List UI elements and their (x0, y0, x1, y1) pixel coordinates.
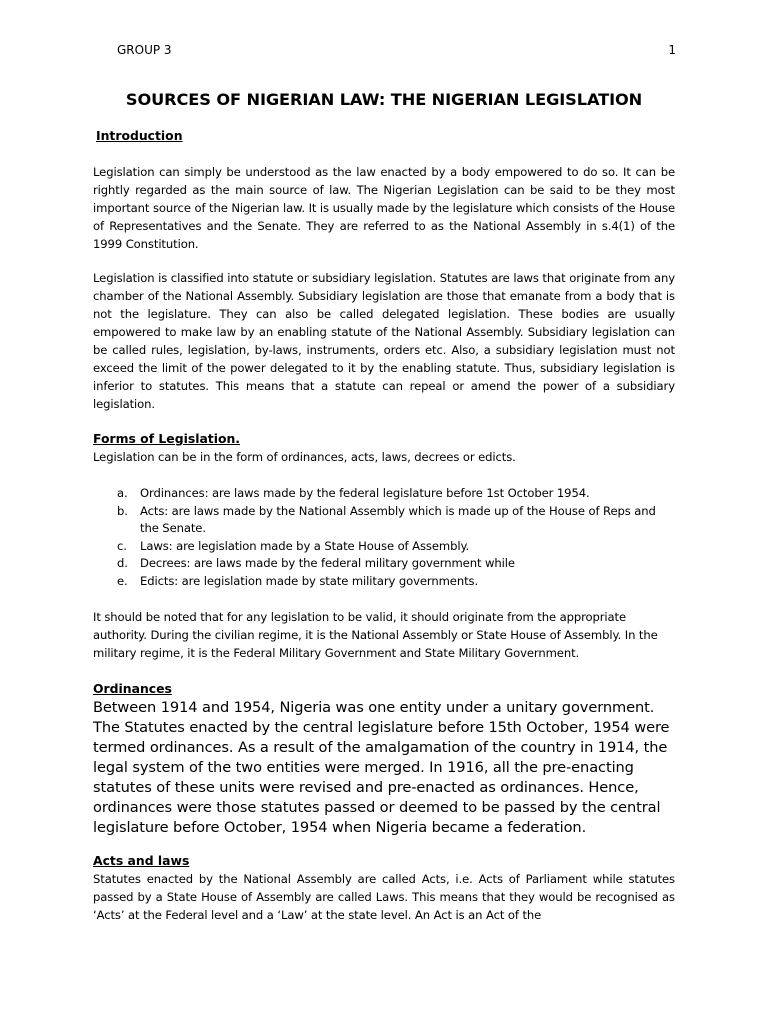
list-marker: d. (117, 556, 128, 570)
introduction-heading: Introduction (96, 128, 183, 143)
page-header (117, 43, 676, 57)
acts-laws-heading: Acts and laws (93, 853, 190, 868)
ordinances-section (93, 680, 675, 838)
ordinances-heading: Ordinances (93, 681, 172, 696)
list-marker: c. (117, 538, 127, 553)
ordinances-text: Between 1914 and 1954, Nigeria was one entity under a unitary government. The Statutes enacted by the central legislature before 15th October, 1954 were termed ordinances. As a result of the amalgamation of the country in 1914, the legal system of the two entities were merged. In 1916, all the pre-enacting statutes of these units were revised and pre-enacted as ordinances. Hence, ordinances were those statutes passed or deemed to be passed by the central legislature before October, 1954 when Nigeria became a federation. (93, 699, 670, 836)
list-item-text: Ordinances: are laws made by the federal legislature before 1st October 1954. (140, 486, 590, 500)
introduction-paragraph-2: Legislation is classified into statute or subsidiary legislation. Statutes are laws that originate from any chamber of the National Assembly. Subsidiary legislation are those that emanate from a body that is not the legislature. They can also be called delegated legislation. These bodies are usually empowered to make law by an enabling statute of the National Assembly. Subsidiary legislation can be called rules, legislation, by-laws, instruments, orders etc. Also, a subsidiary legislation must not exceed the limit of the power delegated to it by the enabling statute. Thus, subsidiary legislation is inferior to statutes. This means that a statute can repeal or amend the power of a subsidiary legislation. (93, 271, 675, 411)
page-number: 1 (668, 43, 676, 57)
acts-laws-text: Statutes enacted by the National Assembly are called Acts, i.e. Acts of Parliament while statutes passed by a State House of Assembly are called Laws. This means that they would be recognised as ‘Acts’ at the Federal level and a ‘Law’ at the state level. An Act is an Act of the (93, 872, 675, 922)
forms-section (93, 430, 675, 466)
list-item (93, 555, 675, 573)
acts-laws-section (93, 852, 675, 924)
list-item (93, 485, 675, 503)
group-label: GROUP 3 (117, 43, 172, 57)
list-item-text: Decrees: are laws made by the federal military government while (140, 556, 515, 570)
list-marker: e. (117, 573, 128, 588)
forms-heading: Forms of Legislation. (93, 431, 241, 446)
introduction-paragraph-1: Legislation can simply be understood as the law enacted by a body empowered to do so. It can be rightly regarded as the main source of law. The Nigerian Legislation can be said to be they most important source of the Nigerian law. It is usually made by the legislature which consists of the House of Representatives and the Senate. They are referred to as the National Assembly in s.4(1) of the 1999 Constitution. (93, 165, 675, 251)
list-item (93, 573, 675, 591)
list-marker: a. (117, 486, 128, 500)
list-item (93, 538, 675, 556)
list-item (93, 503, 675, 538)
forms-list (93, 485, 675, 590)
list-item-text: Acts: are laws made by the National Assembly which is made up of the House of Reps and the Senate. (140, 503, 656, 535)
forms-note: It should be noted that for any legislation to be valid, it should originate from the appropriate authority. During the civilian regime, it is the National Assembly or State House of Assembly. In the military regime, it is the Federal Military Government and State Military Government. (93, 610, 658, 660)
list-item-text: Laws: are legislation made by a State House of Assembly. (140, 538, 470, 553)
list-marker: b. (117, 503, 128, 518)
list-item-text: Edicts: are legislation made by state military governments. (140, 573, 479, 588)
forms-intro: Legislation can be in the form of ordinances, acts, laws, decrees or edicts. (93, 450, 516, 464)
document-title: SOURCES OF NIGERIAN LAW: THE NIGERIAN LEGISLATION (125, 90, 643, 109)
